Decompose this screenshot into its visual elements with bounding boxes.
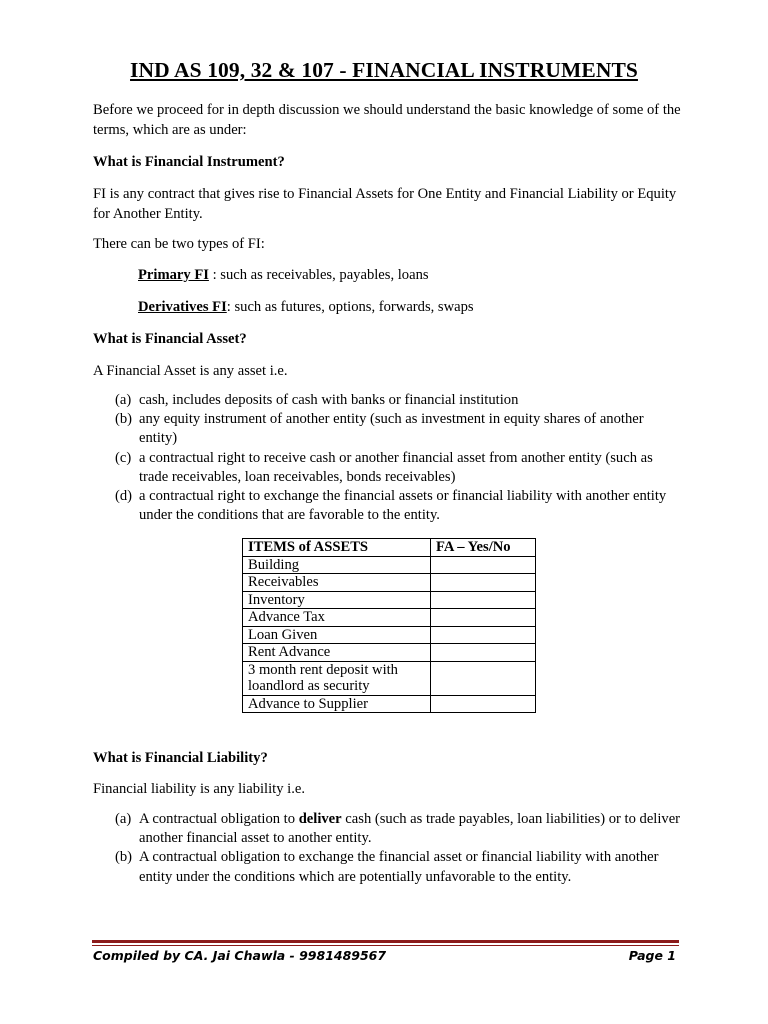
fi-heading: What is Financial Instrument? [93, 154, 285, 170]
page-number: Page 1 [628, 948, 676, 963]
intro-paragraph: Before we proceed for in depth discussion we should understand the basic knowledge of some of the terms, which are as under: [93, 102, 681, 138]
fa-heading: What is Financial Asset? [93, 331, 247, 347]
table-cell: Building [243, 556, 431, 574]
list-item-text: a contractual right to receive cash or another financial asset from another entity (such as trade receivables, loan receivables, bonds receivables) [139, 449, 653, 485]
footer-rule-thick [92, 940, 679, 943]
list-item-text: cash, includes deposits of cash with banks or financial institution [139, 392, 519, 408]
table-cell-empty [431, 591, 536, 609]
list-marker: (a) [115, 392, 132, 408]
list-marker: (b) [115, 411, 133, 428]
list-item [115, 848, 685, 886]
list-item-text: any equity instrument of another entity (such as investment in equity shares of another entity) [139, 411, 644, 447]
list-marker: (c) [115, 449, 132, 466]
table-cell: 3 month rent deposit with loandlord as security [243, 661, 431, 695]
table-cell: Loan Given [243, 626, 431, 644]
table-cell-empty [431, 661, 536, 695]
table-row [243, 661, 536, 695]
table-cell-empty [431, 644, 536, 662]
primary-fi-text: : such as receivables, payables, loans [208, 267, 429, 283]
table-cell-empty [431, 626, 536, 644]
fl-list [115, 810, 685, 887]
deliver-emphasis: deliver [298, 811, 342, 827]
footer-author: Compiled by CA. Jai Chawla - 9981489567 [93, 948, 387, 963]
table-row [243, 574, 536, 592]
table-cell: Advance Tax [243, 609, 431, 627]
fl-intro: Financial liability is any liability i.e. [93, 781, 305, 797]
list-marker: (d) [115, 488, 133, 505]
list-marker: (b) [115, 849, 133, 866]
footer-rule-thin [92, 945, 679, 946]
table-cell: Receivables [243, 574, 431, 592]
table-row [243, 644, 536, 662]
table-row [243, 556, 536, 574]
table-cell-empty [431, 574, 536, 592]
table-row [243, 609, 536, 627]
list-item-text: A contractual obligation to [139, 811, 299, 827]
table-row [243, 626, 536, 644]
table-header-row [243, 539, 536, 557]
col-header-fa: FA – Yes/No [431, 539, 536, 557]
table-cell: Rent Advance [243, 644, 431, 662]
primary-fi-line [138, 265, 429, 285]
page-title: IND AS 109, 32 & 107 - FINANCIAL INSTRUMENTS [130, 58, 638, 82]
col-header-items: ITEMS of ASSETS [243, 539, 431, 557]
fa-list [115, 391, 685, 525]
derivatives-fi-text: : such as futures, options, forwards, swaps [226, 299, 474, 315]
list-item-text: A contractual obligation to exchange the financial asset or financial liability with another entity under the conditions which are potentially unfavorable to the entity. [139, 849, 659, 885]
fi-definition: FI is any contract that gives rise to Financial Assets for One Entity and Financial Liability or Equity for Another Entity. [93, 186, 677, 222]
derivatives-fi-line [138, 297, 474, 317]
fi-types-intro: There can be two types of FI: [93, 236, 265, 252]
list-item [115, 449, 685, 487]
list-item [115, 487, 685, 525]
list-item-text: a contractual right to exchange the financial assets or financial liability with another entity under the conditions that are favorable to the entity. [139, 488, 667, 524]
list-item-text: cash (such as trade payables, loan liabilities) or to deliver another financial asset to another entity. [139, 811, 681, 847]
table-row [243, 695, 536, 713]
fl-heading: What is Financial Liability? [93, 750, 268, 766]
list-item [115, 391, 685, 410]
table-cell-empty [431, 609, 536, 627]
assets-table [242, 538, 536, 713]
derivatives-fi-label: Derivatives FI [138, 299, 227, 315]
table-cell: Advance to Supplier [243, 695, 431, 713]
list-item [115, 810, 685, 848]
primary-fi-label: Primary FI [138, 267, 209, 283]
table-cell: Inventory [243, 591, 431, 609]
table-cell-empty [431, 556, 536, 574]
table-row [243, 591, 536, 609]
list-item [115, 410, 685, 448]
list-marker: (a) [115, 811, 132, 827]
table-cell-empty [431, 695, 536, 713]
fa-intro: A Financial Asset is any asset i.e. [93, 363, 288, 379]
